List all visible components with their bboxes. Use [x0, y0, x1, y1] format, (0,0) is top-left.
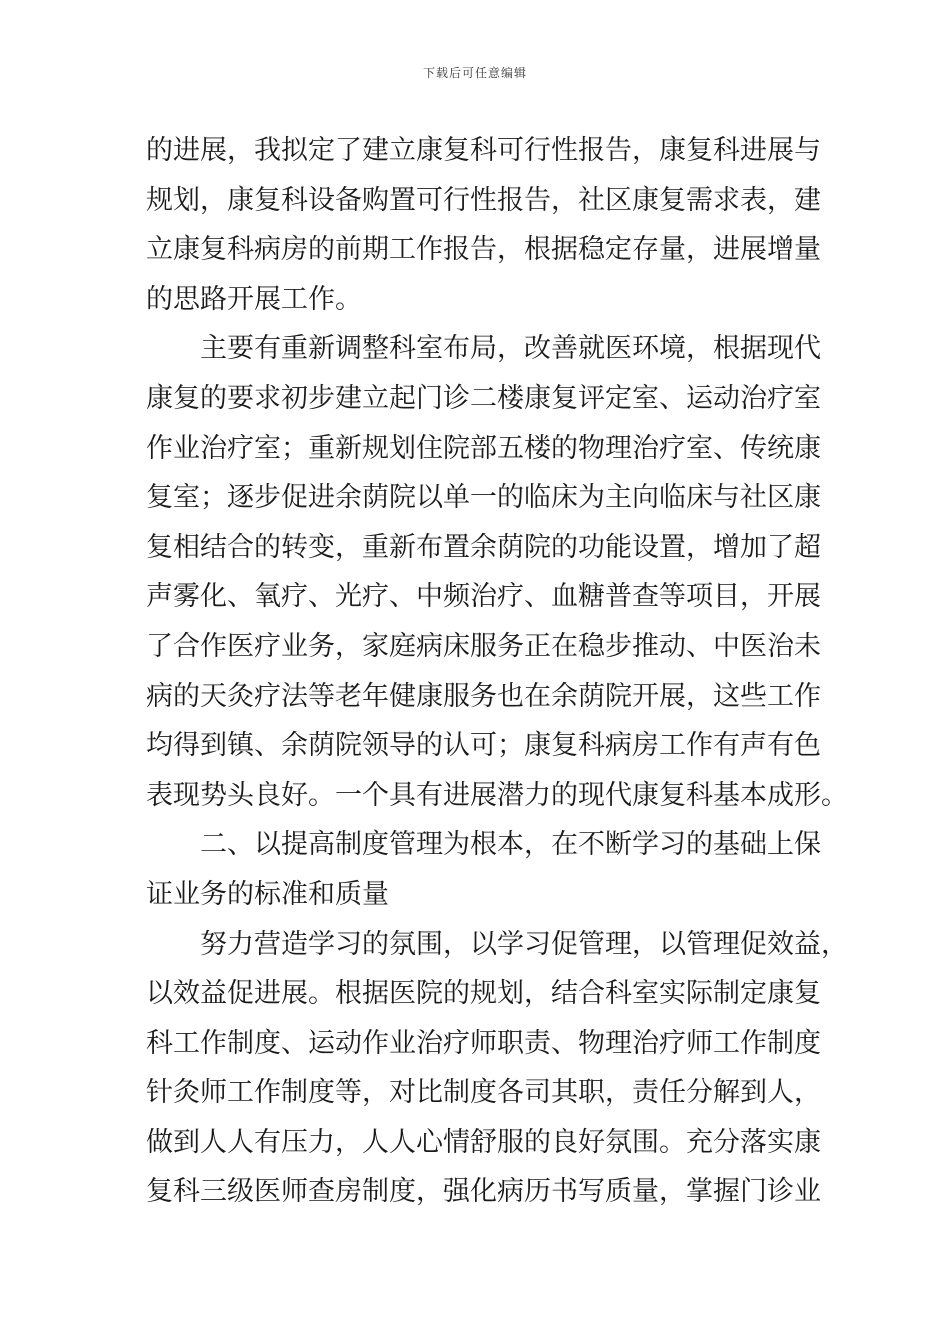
text-line: 努力营造学习的氛围，以学习促管理，以管理促效益， [146, 928, 848, 960]
text-line: 声雾化、氧疗、光疗、中频治疗、血糖普查等项目，开展 [146, 581, 821, 613]
page-header: 下载后可任意编辑 [422, 66, 527, 80]
text-line: 了合作医疗业务，家庭病床服务正在稳步推动、中医治未 [146, 630, 821, 662]
text-line: 病的天灸疗法等老年健康服务也在余荫院开展，这些工作 [146, 680, 821, 712]
section-heading-line: 二、以提高制度管理为根本，在不断学习的基础上保 [146, 829, 821, 861]
section-heading-line: 证业务的标准和质量 [146, 878, 389, 910]
text-line: 以效益促进展。根据医院的规划，结合科室实际制定康复 [146, 978, 821, 1010]
text-line: 做到人人有压力，人人心情舒服的良好氛围。充分落实康 [146, 1126, 821, 1158]
text-line: 针灸师工作制度等，对比制度各司其职，责任分解到人， [146, 1077, 821, 1109]
text-line: 主要有重新调整科室布局，改善就医环境，根据现代 [146, 333, 821, 365]
text-line: 作业治疗室；重新规划住院部五楼的物理治疗室、传统康 [146, 432, 821, 464]
text-line: 复科三级医师查房制度，强化病历书写质量，掌握门诊业 [146, 1176, 821, 1208]
text-line: 复相结合的转变，重新布置余荫院的功能设置，增加了超 [146, 531, 821, 563]
text-line: 的进展，我拟定了建立康复科可行性报告，康复科进展与 [146, 135, 821, 166]
document-body [146, 126, 848, 1217]
text-line: 康复的要求初步建立起门诊二楼康复评定室、运动治疗室 [146, 382, 821, 414]
text-line: 均得到镇、余荫院领导的认可；康复科病房工作有声有色 [146, 730, 821, 762]
text-line: 表现势头良好。一个具有进展潜力的现代康复科基本成形。 [146, 779, 848, 811]
text-line: 规划，康复科设备购置可行性报告，社区康复需求表，建 [146, 184, 821, 216]
text-line: 立康复科病房的前期工作报告，根据稳定存量，进展增量 [146, 234, 821, 266]
text-line: 复室；逐步促进余荫院以单一的临床为主向临床与社区康 [146, 482, 821, 514]
text-line: 的思路开展工作。 [146, 283, 362, 315]
text-line: 科工作制度、运动作业治疗师职责、物理治疗师工作制度 [146, 1027, 821, 1059]
